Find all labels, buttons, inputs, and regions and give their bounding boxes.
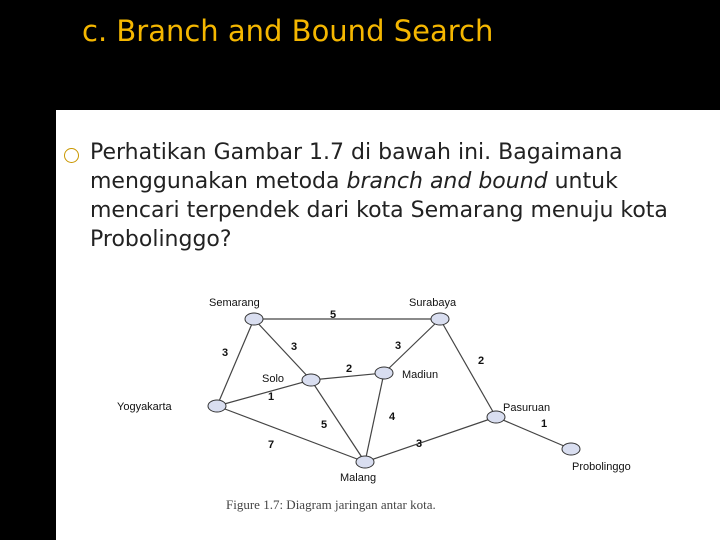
label-malang: Malang: [340, 472, 377, 484]
edge-madiun-malang: [365, 373, 384, 462]
edge-pasuruan-probolinggo: [496, 417, 571, 449]
weight-semarang-yogyakarta: 3: [222, 347, 229, 359]
edge-semarang-solo: [254, 319, 311, 380]
edge-surabaya-pasuruan: [440, 319, 496, 417]
weight-solo-madiun: 2: [346, 363, 353, 375]
weight-surabaya-pasuruan: 2: [478, 355, 485, 367]
weight-semarang-surabaya: 5: [330, 309, 337, 321]
body-text-part2: untuk mencari terpendek dari kota Semarang menuju kota Probolinggo?: [90, 169, 668, 252]
label-probolinggo: Probolinggo: [572, 461, 631, 473]
node-semarang: [245, 313, 263, 325]
figure-caption: Figure 1.7: Diagram jaringan antar kota.: [226, 497, 436, 512]
body-text-italic: branch and bound: [346, 169, 548, 194]
weight-solo-yogyakarta: 1: [268, 391, 275, 403]
label-semarang: Semarang: [209, 297, 260, 309]
weight-solo-malang: 5: [321, 419, 328, 431]
node-surabaya: [431, 313, 449, 325]
edge-yogyakarta-malang: [217, 406, 365, 462]
weight-semarang-solo: 3: [291, 341, 298, 353]
node-yogyakarta: [208, 400, 226, 412]
node-madiun: [375, 367, 393, 379]
edge-malang-pasuruan: [365, 417, 496, 462]
label-pasuruan: Pasuruan: [503, 402, 551, 414]
label-solo: Solo: [262, 373, 285, 385]
edge-semarang-yogyakarta: [217, 319, 254, 406]
label-yogyakarta: Yogyakarta: [117, 401, 172, 413]
edge-madiun-surabaya: [384, 319, 440, 373]
node-solo: [302, 374, 320, 386]
weight-madiun-surabaya: 3: [395, 340, 402, 352]
weight-yogyakarta-malang: 7: [268, 439, 275, 451]
slide-title: c. Branch and Bound Search: [82, 14, 494, 48]
edge-solo-malang: [311, 380, 365, 462]
label-madiun: Madiun: [402, 369, 439, 381]
label-surabaya: Surabaya: [409, 297, 457, 309]
weight-madiun-malang: 4: [389, 411, 396, 423]
weight-malang-pasuruan: 3: [416, 438, 423, 450]
node-probolinggo: [562, 443, 580, 455]
body-text-part1: Perhatikan Gambar 1.7 di bawah ini. Bagaimana menggunakan metoda: [90, 140, 623, 194]
weight-pasuruan-probolinggo: 1: [541, 418, 548, 430]
node-malang: [356, 456, 374, 468]
